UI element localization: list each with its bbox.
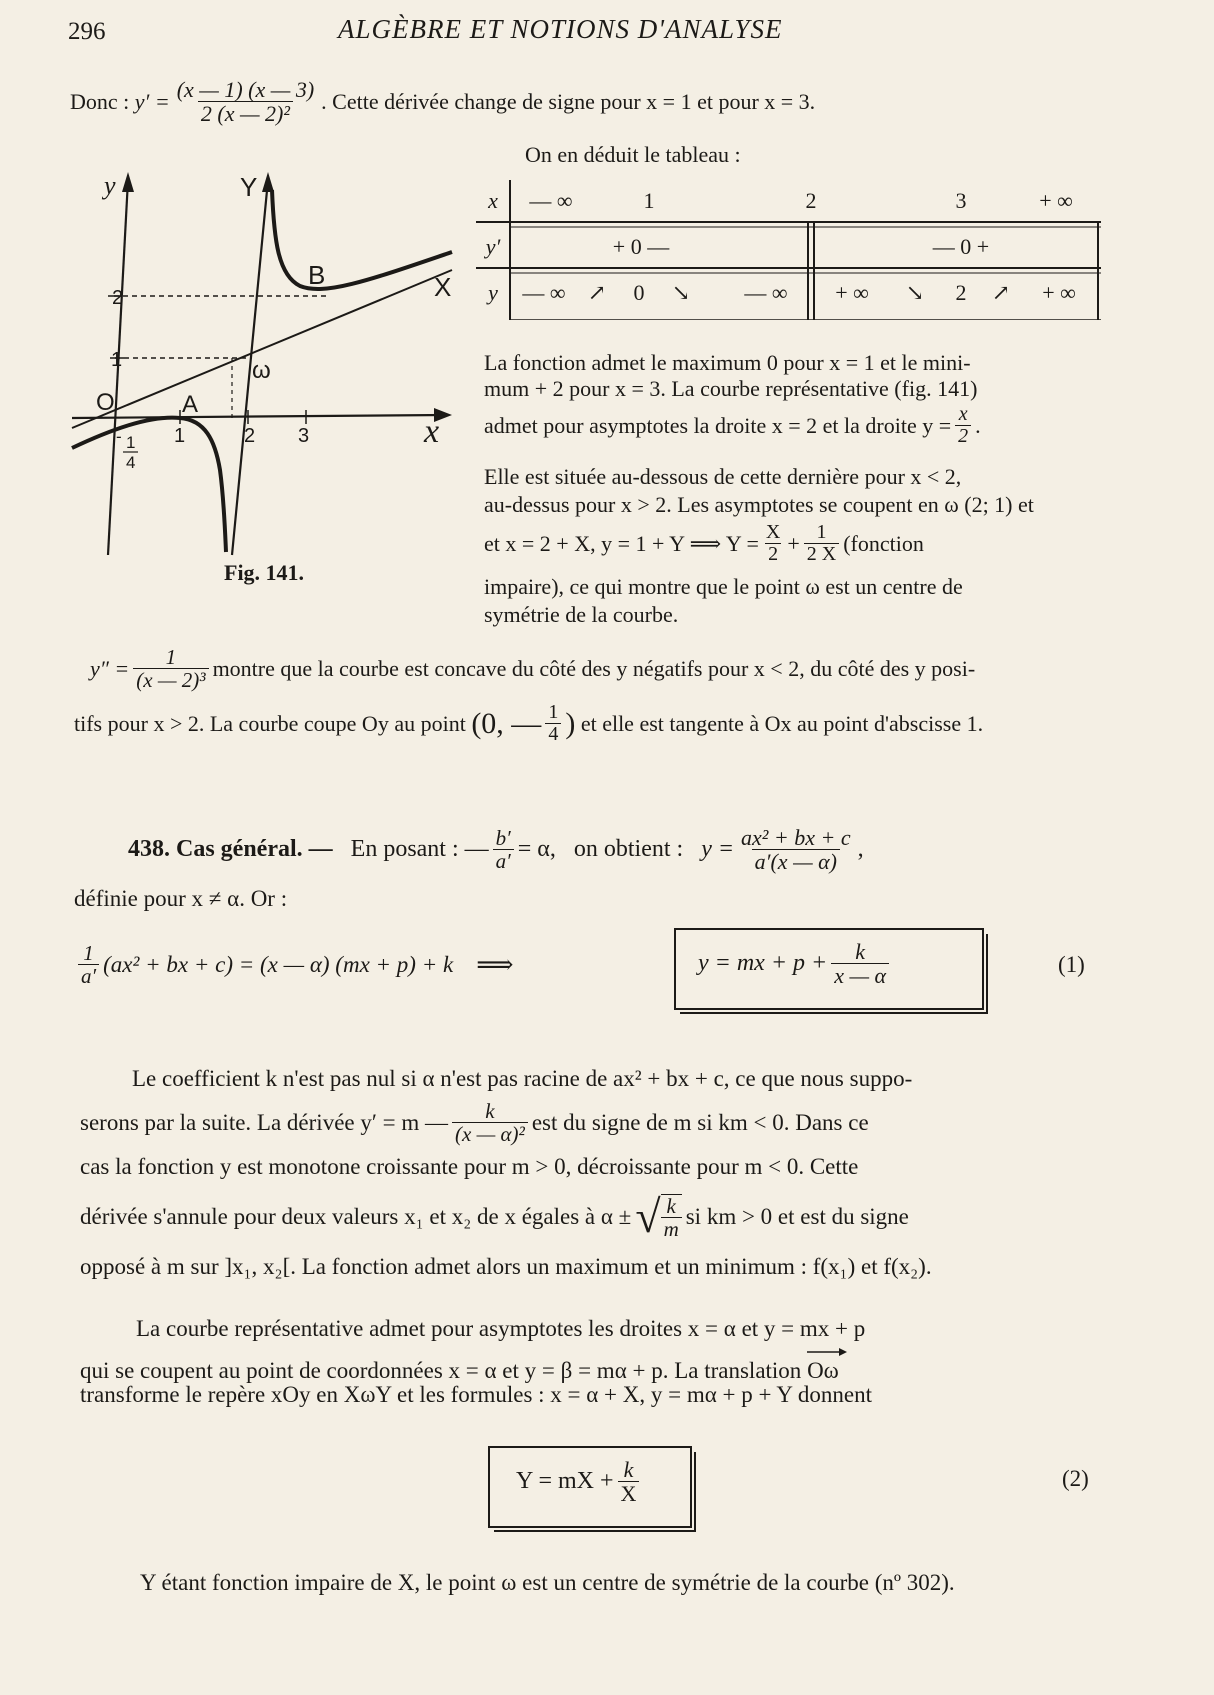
- fraction-numerator: k: [623, 1457, 634, 1482]
- fraction-numerator: 1: [816, 521, 827, 543]
- fraction-numerator: k: [666, 1194, 676, 1218]
- tick-x-2: 2: [244, 425, 256, 447]
- right-text-line-6: [484, 522, 924, 565]
- tick-y-2: 2: [112, 287, 124, 309]
- fraction-denominator: 2: [765, 543, 781, 565]
- k-over-square-fraction: [452, 1100, 528, 1145]
- fraction-denominator: a′: [78, 964, 99, 987]
- tifs-text: tifs pour x > 2. La courbe coupe Oy au point: [74, 710, 466, 736]
- y-right-value: + ∞: [835, 280, 869, 305]
- line6-text: et x = 2 + X, y = 1 + Y ⟹ Y =: [484, 530, 759, 556]
- x-value: 1: [643, 188, 655, 213]
- one-over-aprime-fraction: [78, 942, 99, 987]
- para1-line-2-end: est du signe de m si km < 0. Dans ce: [531, 1109, 869, 1135]
- point-coord-open: (0, —: [471, 706, 542, 740]
- x-over-2-fraction: [955, 404, 971, 447]
- variation-table: [476, 176, 1101, 320]
- last-line: Y étant fonction impaire de X, le point ω est un centre de symétrie de la courbe (nº 302).: [140, 1570, 955, 1595]
- X-over-2-fraction: [763, 522, 783, 565]
- one-over-2X-fraction: [804, 522, 839, 565]
- vector-arrow-icon: [807, 1348, 847, 1356]
- fraction-denominator: a′: [493, 849, 514, 872]
- fraction-denominator: 4: [545, 723, 561, 745]
- table-intro: On en déduit le tableau :: [525, 142, 741, 167]
- running-title: ALGÈBRE ET NOTIONS D'ANALYSE: [338, 14, 783, 44]
- para1-line-4-end: si km > 0 et est du signe: [685, 1204, 909, 1230]
- neg-quarter-num: 1: [126, 433, 136, 452]
- section-438-heading: [128, 826, 864, 873]
- boxed-expression: y = mx + p +: [698, 950, 828, 977]
- fraction-numerator: 1: [165, 645, 177, 669]
- equation-1-boxed: [698, 940, 893, 987]
- tick-x-1: 1: [174, 425, 186, 447]
- point-A-label: A: [182, 391, 199, 418]
- X-axis-label: X: [434, 272, 452, 302]
- equation-1-lhs: [74, 942, 513, 987]
- para1-line-2: [80, 1100, 869, 1145]
- comma: ,: [857, 836, 864, 863]
- sqrt-icon: √: [635, 1191, 661, 1243]
- fraction-denominator: X: [618, 1481, 640, 1505]
- yprime-right-signs: — 0 +: [932, 234, 990, 259]
- down-arrow-icon: ↘: [671, 280, 691, 305]
- fraction-numerator: ax² + bx + c: [741, 825, 851, 850]
- k-over-x-alpha-fraction: [831, 940, 889, 987]
- equation-2-boxed: [516, 1458, 643, 1505]
- derivative-fraction: [174, 78, 317, 125]
- y-left-value: — ∞: [522, 280, 566, 305]
- point-B-label: B: [308, 260, 326, 290]
- up-arrow-icon: ↗: [991, 280, 1011, 305]
- y-right-value: + ∞: [1042, 280, 1076, 305]
- right-text-line-8: symétrie de la courbe.: [484, 602, 679, 627]
- implies-arrow-icon: ⟹: [476, 949, 514, 979]
- point-coord-close: ): [565, 706, 576, 740]
- tick-y-1: 1: [111, 349, 123, 371]
- fraction-denominator: m: [661, 1217, 682, 1240]
- figure-caption: Fig. 141.: [224, 560, 305, 585]
- second-derivative-lhs: y″ =: [90, 655, 130, 681]
- line3-text: admet pour asymptotes la droite x = 2 et la droite y =: [484, 412, 952, 438]
- tifs-line: [74, 702, 983, 745]
- right-text-line-3: [484, 404, 981, 447]
- Y-axis-label: Y: [240, 172, 258, 202]
- equation-1-tag: (1): [1058, 952, 1085, 977]
- x-value: — ∞: [529, 188, 573, 213]
- derivative-line: [70, 78, 815, 125]
- fraction-denominator: 2: [955, 425, 971, 447]
- row-label-yprime: y′: [485, 234, 501, 259]
- yprime-left-signs: + 0 —: [612, 234, 670, 259]
- second-derivative-fraction: [133, 646, 208, 691]
- derivative-tail: . Cette dérivée change de signe pour x = 1 et pour x = 3.: [321, 88, 816, 114]
- equation-1-expression: (ax² + bx + c) = (x — α) (mx + p) + k: [103, 951, 454, 977]
- second-derivative-line: [90, 646, 975, 691]
- equation-2-tag: (2): [1062, 1466, 1089, 1491]
- vector-label: Oω: [807, 1358, 839, 1383]
- tick-x-3: 3: [298, 425, 310, 447]
- lead-text: Donc :: [70, 88, 130, 114]
- line6-end: (fonction: [843, 530, 924, 556]
- para1-line-3: cas la fonction y est monotone croissante pour m > 0, décroissante pour m < 0. Cette: [80, 1154, 859, 1179]
- para1-line-4-start: dérivée s'annule pour deux valeurs x₁ et x₂ de x égales à α ±: [80, 1204, 632, 1230]
- section-number: 438.: [128, 836, 170, 863]
- line3-end: .: [975, 412, 981, 438]
- y-axis-label: y: [104, 171, 116, 200]
- para2-line-2-text: qui se coupent au point de coordonnées x = α et y = β = mα + p. La translation: [80, 1358, 802, 1383]
- b-over-a-fraction: [493, 827, 514, 872]
- fraction-numerator: X: [765, 521, 781, 543]
- second-derivative-text: montre que la courbe est concave du côté des y négatifs pour x < 2, du côté des y posi-: [212, 655, 976, 681]
- figure-141: [60, 160, 460, 560]
- fraction-numerator: 1: [548, 701, 559, 723]
- x-value: 3: [955, 188, 967, 213]
- right-text-line-4: Elle est située au-dessous de cette dernière pour x < 2,: [484, 464, 962, 489]
- fraction-denominator: 2 (x — 2)²: [198, 101, 293, 125]
- y-general-fraction: [738, 826, 854, 873]
- right-text-line-7: impaire), ce qui montre que le point ω est un centre de: [484, 574, 963, 599]
- quarter-fraction: [545, 702, 561, 745]
- posant-text: En posant : —: [350, 836, 489, 863]
- x-value: 2: [805, 188, 817, 213]
- right-text-line-1: La fonction admet le maximum 0 pour x = 1 et le mini-: [484, 350, 971, 375]
- equation-2-box: [488, 1446, 692, 1528]
- para1-line-2-start: serons par la suite. La dérivée y′ = m —: [80, 1109, 448, 1135]
- x-axis-label: x: [424, 413, 440, 450]
- fraction-numerator: b′: [495, 826, 511, 851]
- y-left-value: — ∞: [744, 280, 788, 305]
- page-number: 296: [68, 18, 106, 45]
- obtient-text: on obtient :: [573, 836, 684, 863]
- k-over-m-fraction: [661, 1194, 682, 1240]
- up-arrow-icon: ↗: [587, 280, 607, 305]
- y-right-value: 2: [955, 280, 967, 305]
- para1-line-4: [80, 1191, 909, 1243]
- fraction-denominator: 2 X: [804, 543, 839, 565]
- tifs-text-end: et elle est tangente à Ox au point d'abscisse 1.: [580, 710, 984, 736]
- right-text-line-5: au-dessus pour x > 2. Les asymptotes se coupent en ω (2; 1) et: [484, 492, 1034, 517]
- fraction-denominator: (x — α)²: [452, 1122, 528, 1145]
- right-text-line-2: mum + 2 pour x = 3. La courbe représentative (fig. 141): [484, 376, 978, 401]
- origin-label: O: [96, 389, 115, 416]
- para1-line-5: opposé à m sur ]x₁, x₂[. La fonction admet alors un maximum et un minimum : f(x₁) et f(x₂).: [80, 1254, 932, 1279]
- fraction-numerator: (x — 1) (x — 3): [176, 77, 315, 102]
- equation-2-expression: Y = mX +: [516, 1468, 614, 1495]
- fraction-numerator: k: [855, 939, 866, 964]
- y-equals: y =: [701, 836, 735, 863]
- y-left-value: 0: [633, 280, 645, 305]
- row-label-x: x: [488, 188, 498, 213]
- fraction-denominator: (x — 2)³: [133, 668, 208, 691]
- para1-line-1: Le coefficient k n'est pas nul si α n'est pas racine de ax² + bx + c, ce que nous suppo-: [132, 1066, 913, 1091]
- plus-sign: +: [787, 530, 800, 556]
- fraction-numerator: k: [485, 1099, 495, 1123]
- para2-line-3: transforme le repère xOy en XωY et les formules : x = α + X, y = mα + p + Y donnent: [80, 1382, 872, 1407]
- fraction-numerator: 1: [83, 941, 94, 965]
- k-over-X-fraction: [618, 1458, 640, 1505]
- equation-1-box: [674, 928, 984, 1010]
- row-label-y: y: [488, 280, 498, 305]
- neg-sign: -: [116, 427, 122, 446]
- section-title: Cas général. —: [176, 836, 333, 863]
- down-arrow-icon: ↘: [905, 280, 925, 305]
- posant-tail: = α,: [517, 836, 556, 863]
- fraction-denominator: x — α: [831, 963, 889, 987]
- omega-label: ω: [252, 357, 271, 384]
- fraction-numerator: x: [958, 403, 968, 425]
- derivative-lhs: y′ =: [134, 88, 170, 114]
- definie-line: définie pour x ≠ α. Or :: [74, 886, 288, 911]
- neg-quarter-den: 4: [126, 453, 136, 472]
- fraction-denominator: a′(x — α): [752, 849, 840, 873]
- x-value: + ∞: [1039, 188, 1073, 213]
- para2-line-1: La courbe représentative admet pour asymptotes les droites x = α et y = mx + p: [136, 1316, 866, 1341]
